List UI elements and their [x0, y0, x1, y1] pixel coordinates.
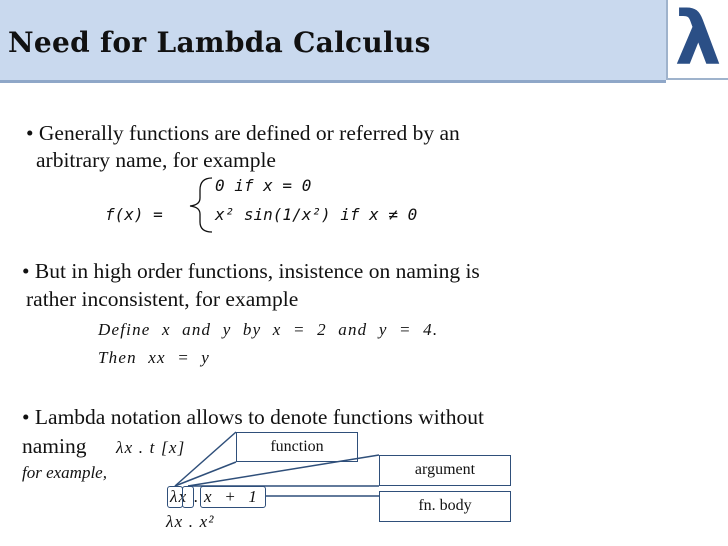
bullet3-line2: naming — [22, 434, 87, 458]
argument-callout: argument — [379, 455, 511, 486]
define-xy-expression: Define x and y by x = 2 and y = 4. — [98, 320, 439, 339]
bullet1-line2: arbitrary name, for example — [36, 148, 276, 172]
bullet2-line2: rather inconsistent, for example — [26, 287, 299, 311]
bullet3-line1: • Lambda notation allows to denote functions without — [22, 405, 484, 429]
function-callout: function — [236, 432, 358, 462]
lambda-logo-icon: λ — [674, 0, 722, 82]
example1-dot: . — [194, 487, 200, 506]
for-example-label: for example, — [22, 463, 107, 482]
bullet2-line1: • But in high order functions, insistence on naming is — [22, 259, 480, 283]
piecewise-lhs: f(x) = — [105, 205, 163, 224]
bullet1-line1: • Generally functions are defined or referred by an — [26, 121, 460, 145]
piecewise-case-top: 0 if x = 0 — [215, 176, 312, 195]
lambda-form: λx . t [x] — [116, 438, 186, 457]
then-xx-expression: Then xx = y — [98, 348, 211, 367]
example2-expression: λx . x² — [166, 512, 215, 531]
example1-lambda: λx — [170, 487, 188, 506]
example1-body: x + 1 — [204, 487, 259, 506]
slide-title: Need for Lambda Calculus — [8, 26, 431, 59]
piecewise-case-bottom: x² sin(1/x²) if x ≠ 0 — [215, 205, 418, 224]
fn-body-callout: fn. body — [379, 491, 511, 522]
